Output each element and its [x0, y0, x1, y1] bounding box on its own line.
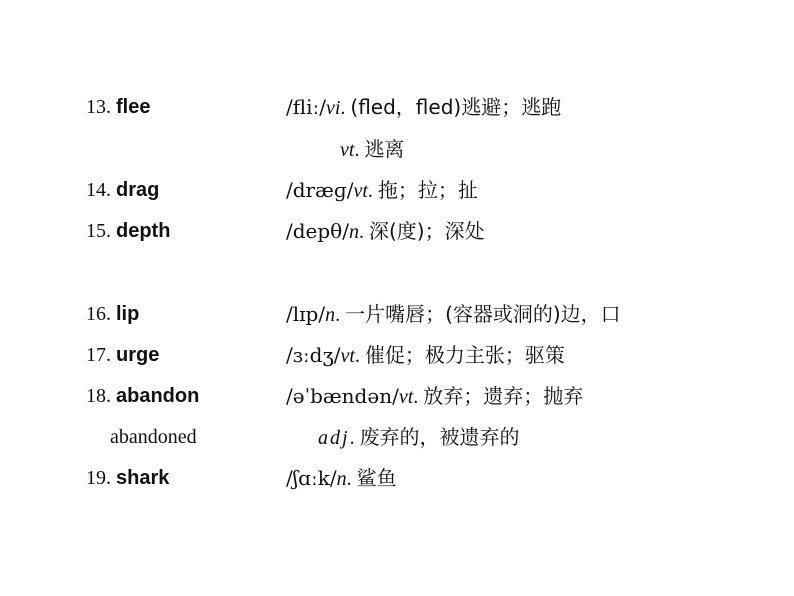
entry-definition — [286, 215, 485, 248]
part-of-speech: vi — [325, 97, 341, 119]
entry-number: 17. — [86, 344, 111, 366]
pos-dot: . — [346, 468, 357, 490]
entry-number-word — [86, 380, 199, 412]
entry-word: lip — [116, 303, 140, 325]
entry-word: urge — [116, 344, 160, 366]
pos-dot: . — [367, 180, 378, 202]
entry-definition — [286, 380, 583, 413]
entry-row-continuation — [0, 133, 794, 165]
entry-number-word — [86, 174, 159, 206]
meaning: 催促；极力主张；驱策 — [364, 343, 565, 367]
part-of-speech: adj — [318, 427, 350, 449]
meaning: 逃离 — [364, 137, 405, 161]
pos-dot: . — [354, 345, 365, 367]
pos-dot: . — [358, 221, 369, 243]
phonetic: /əˈbændən/ — [286, 384, 399, 408]
entry-number: 16. — [86, 303, 111, 325]
part-of-speech: n — [348, 221, 359, 243]
phonetic: /depθ/ — [286, 219, 349, 243]
phonetic: /lɪp/ — [286, 302, 326, 326]
entry-number: 15. — [86, 220, 111, 242]
entry-row — [0, 298, 794, 330]
part-of-speech: vt — [353, 180, 368, 202]
entry-row — [0, 339, 794, 371]
entry-definition — [286, 298, 621, 331]
entry-word: abandon — [116, 385, 200, 407]
entry-number: 13. — [86, 96, 111, 118]
entry-row — [0, 215, 794, 247]
entry-word: drag — [116, 179, 160, 201]
entry-row — [0, 380, 794, 412]
derived-word: abandoned — [110, 426, 197, 448]
part-of-speech: vt — [398, 386, 414, 408]
entry-number-word — [86, 339, 159, 371]
phonetic: /ɜːdʒ/ — [286, 343, 341, 367]
pos-dot: . — [349, 427, 360, 449]
meaning: 鲨鱼 — [356, 466, 397, 490]
meaning: (fled，fled)逃避；逃跑 — [350, 95, 562, 119]
entry-number: 18. — [86, 385, 111, 407]
entry-definition — [286, 174, 478, 207]
part-of-speech: vt — [340, 345, 355, 367]
entry-number: 19. — [86, 467, 111, 489]
pos-dot: . — [354, 139, 365, 161]
derived-word-row — [0, 421, 794, 453]
entry-definition — [340, 133, 404, 166]
entry-row — [0, 462, 794, 494]
derived-definition — [318, 421, 520, 454]
entry-definition — [286, 462, 397, 495]
entry-row — [0, 174, 794, 206]
pos-dot: . — [335, 304, 346, 326]
entry-number-word — [86, 215, 170, 247]
pos-dot: . — [413, 386, 424, 408]
pos-dot: . — [340, 97, 351, 119]
meaning: 一片嘴唇；(容器或洞的)边，口 — [345, 302, 621, 326]
entry-definition — [286, 339, 565, 372]
part-of-speech: vt — [340, 139, 355, 161]
entry-word: flee — [116, 96, 151, 118]
entry-number-word — [86, 91, 150, 123]
entry-word: depth — [116, 220, 171, 242]
phonetic: /ʃɑːk/ — [286, 466, 337, 490]
meaning: 放弃；遗弃；抛弃 — [423, 384, 584, 408]
entry-row — [0, 91, 794, 123]
entry-word: shark — [116, 467, 170, 489]
phonetic: /fliː/ — [286, 95, 326, 119]
entry-number: 14. — [86, 179, 111, 201]
meaning: 废弃的，被遗弃的 — [359, 425, 520, 449]
entry-number-word — [86, 462, 169, 494]
phonetic: /dræɡ/ — [286, 178, 354, 202]
part-of-speech: n — [336, 468, 347, 490]
meaning: 深(度)；深处 — [368, 219, 485, 243]
entry-definition — [286, 91, 561, 124]
meaning: 拖；拉；扯 — [377, 178, 478, 202]
entry-number-word — [86, 298, 139, 330]
part-of-speech: n — [325, 304, 336, 326]
